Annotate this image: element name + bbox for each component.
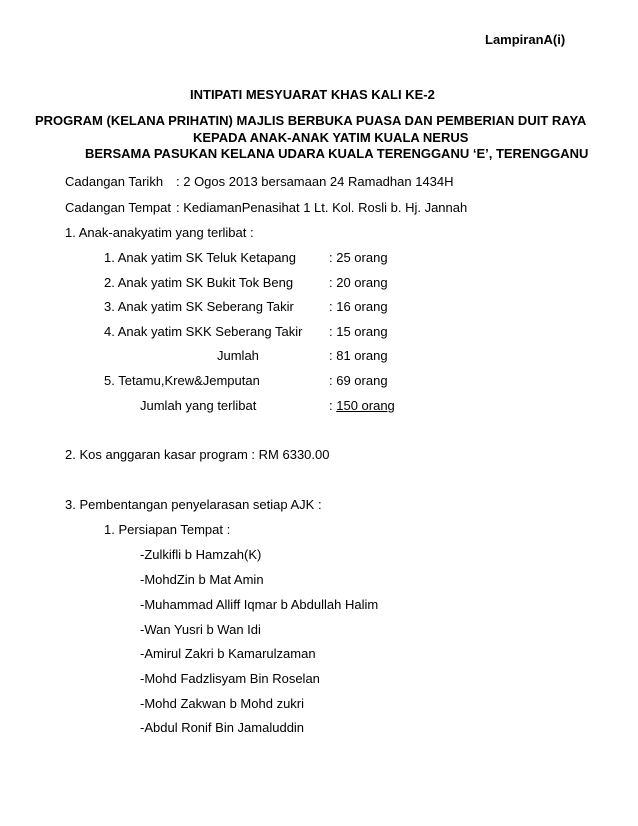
committee-member: -Wan Yusri b Wan Idi	[140, 622, 261, 637]
committee-member: -Mohd Zakwan b Mohd zukri	[140, 696, 305, 711]
place-label: Cadangan Tempat	[65, 200, 172, 215]
guests-label: 5. Tetamu,Krew&Jemputan	[104, 373, 260, 388]
date-label: Cadangan Tarikh	[65, 174, 164, 189]
date-value: : 2 Ogos 2013 bersamaan 24 Ramadhan 1434H	[176, 174, 454, 189]
subtotal-value: : 81 orang	[329, 348, 388, 363]
place-value: : KediamanPenasihat 1 Lt. Kol. Rosli b. Hj. Jannah	[176, 200, 468, 215]
committee-member: -Muhammad Alliff Iqmar b Abdullah Halim	[140, 597, 379, 612]
committee-member: -Zulkifli b Hamzah(K)	[140, 547, 262, 562]
total-value: 150 orang	[336, 398, 395, 413]
program-title-line-2: KEPADA ANAK-ANAK YATIM KUALA NERUS	[193, 130, 469, 145]
committee-member: -Mohd Fadzlisyam Bin Roselan	[140, 671, 320, 686]
committee-member: -Abdul Ronif Bin Jamaluddin	[140, 720, 305, 735]
venue-prep-heading: 1. Persiapan Tempat :	[104, 522, 231, 537]
committee-member: -MohdZin b Mat Amin	[140, 572, 264, 587]
committee-member: -Amirul Zakri b Kamarulzaman	[140, 646, 316, 661]
document-title: INTIPATI MESYUARAT KHAS KALI KE-2	[190, 87, 435, 102]
orphan-group-label: 4. Anak yatim SKK Seberang Takir	[104, 324, 303, 339]
orphan-group-count: : 15 orang	[329, 324, 388, 339]
cost-estimate: 2. Kos anggaran kasar program : RM 6330.00	[65, 447, 330, 462]
orphan-group-label: 3. Anak yatim SK Seberang Takir	[104, 299, 294, 314]
total-colon: :	[329, 398, 337, 413]
orphan-group-label: 1. Anak yatim SK Teluk Ketapang	[104, 250, 296, 265]
total-value-line	[329, 399, 395, 412]
subtotal-label: Jumlah	[217, 348, 259, 363]
total-label: Jumlah yang terlibat	[140, 398, 257, 413]
orphan-group-count: : 20 orang	[329, 275, 388, 290]
attachment-label: LampiranA(i)	[485, 32, 566, 47]
program-title-line-1: PROGRAM (KELANA PRIHATIN) MAJLIS BERBUKA PUASA DAN PEMBERIAN DUIT RAYA	[35, 113, 587, 128]
guests-value: : 69 orang	[329, 373, 388, 388]
orphan-group-label: 2. Anak yatim SK Bukit Tok Beng	[104, 275, 294, 290]
section-3-heading: 3. Pembentangan penyelarasan setiap AJK :	[65, 497, 322, 512]
section-1-heading: 1. Anak-anakyatim yang terlibat :	[65, 225, 254, 240]
orphan-group-count: : 16 orang	[329, 299, 388, 314]
orphan-group-count: : 25 orang	[329, 250, 388, 265]
program-title-line-3: BERSAMA PASUKAN KELANA UDARA KUALA TERENGGANU ‘E’, TERENGGANU	[85, 146, 589, 161]
